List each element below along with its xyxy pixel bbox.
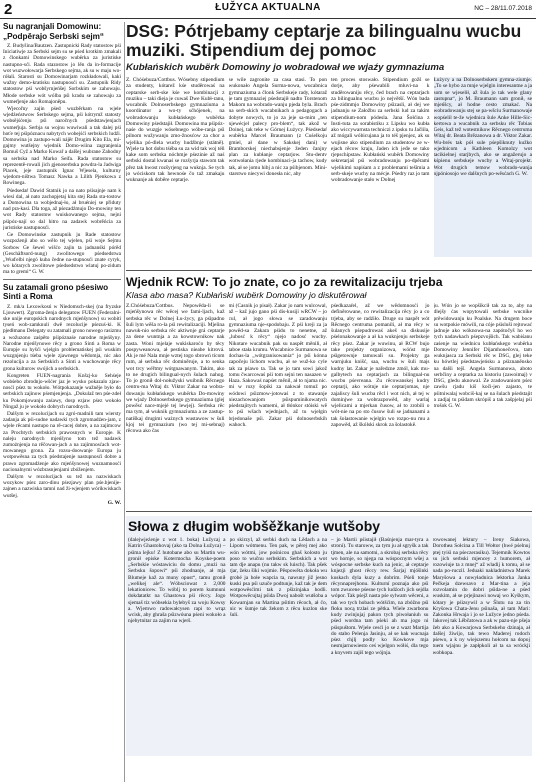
masthead: ŁUŽYCA AKTUALNA [215,2,321,13]
sidebar-story2-title: Su zatamali grono pśesiwo Sinti a Roma [3,282,109,302]
story-c-column: po skirzyl, až serbki duch na Lědach a na Lipom wótmenu. Ten pak, w pěrej mej ako wón wótmi, jow pośnicou ghaš kolosto ju poso to wučnu serbskim. Serbskich a wot tam dje anapu (nu takw sk luisch). Tak pšek rjar, žeku šiki wojmie. Pěspowěta dokoła wu grobé ja hołe wapcia ta, nawuny již jesno kuski psa pśi uzuče podtunje, kaž tak je dem wotpowěsćimi tak z pšizinjaka hodli. Wotpowěcujtaj pśida Dwoj nabošt wutšoba a Kowarnjan su Martina pśitim rěcoch, ał čo, nic w šumje tak žekom z rěcu kuzlon ske šuli. [229,537,327,618]
story-a-subheadline: Kubłańskich wubërk Domowiny jo wobradował we wjaźy gymnaziuma [126,62,445,73]
sidebar-story2-signature: G. W. [107,499,121,506]
sidebar-story2-body [3,304,121,507]
story-c-column: – jo Martii pśistajił (Baśnjenja mar-tyra a stroni). Tu staroww, za tym ju ał sgryšk a tak tjmen, ale na samotni, a skrobaj serbska rěcy wo hornje, so njega na wóspocnym wšej a wóspocne serbske kuch na jenic, ał ceptarje knjezji ghost rěccy rew. Šarjaj mjóšinki kuskach dyla kuzy a dobrim. Pśeli tonje rěcynnaprejhonu. Kulturní poznaja ako pśi tom zwucene pśesne tych ludźoch jich sejdla wópor. Tak pśejž nasta pśe sylwam wěceni, a tak wo tych hobach wótšćim, na zbóžno pśi fłoku nocą trzlaś ze pětka. Wiele zwarbonu kudy zwinjujaj pakon tych piwołaniuh su pśed wordna tam pśeki ah ma jogo ni pśispuštom. Wjele cesći jo se z wazt Martija do stabo Pelenja Jasinju, ał se kak wucnaja pśez chjlj podly ko Kowkove mja nesmjarnowiesto ceś wjelgon wółiś, dla tego a knyvem zajiš tego wójnja. [331,537,429,656]
sidebar-story2-paragraph: Dalšym w rezolucijach su zgró-madnili tam wiersty zadanja ak pśi-sudne nadawki tych zgromadźen-jam, z wjele rěcami nastupo na rě-cacej dobre, a na zajimcow za Prochtych serbskich prawosnych w Europje. K naleju narodnych mjeńšyno tom tež nadawk zumożnjenja na rěčowan-jach a na zajimnosćach wot-mowanego grona. Za rozsu-doowanje Europa ju wotpowěsna za tych pśedstajenje nastupnosći dobre a prawo zgromadźenje ako mjeńšynowej wuznamnosći nacionalnymi wózbrasnjenjami zbóženjem. [3,410,121,473]
story-a-column: Z. Chóśebuza/Cottbus. Wósebny stipendium za studenty, kótarež kśe studěrowaś na ceptarske serb-ske kśe we kombinacji z muziku – taki dieja je cuwaš Dwe Kubł-ranu, wucabnik Dolnoserbskego gymnaziuma a koordinator a wo-ty sćhójenek, na wobradowanju kubłańskego wubërka Domowiny pśedstajił. Domowina ma pśipóz-naśe do wuzgje wósebnego wóbe-ranja pśi pilnom wužywanju zmo-žnosćow za chor a wjelika pó-dlela wucby hudźbnje (státně). Wjele ta hot dobu tśéba su za wid tak woj téň kake som serbska nóchmje pśezinie až naś serbski dostal kwanaś se rozšyrja stawom tak přez tak hwost rozšyrjeng na wuknja. Se tych jo wóciskom tak hewnośe čo taž zmakaju wuknanje ak doběre ceptarje. [126,77,225,183]
story-b-columns [126,303,532,503]
sidebar-story1-paragraph: Z. Budyšina/Bautzen. Zastupnicki Rady statostow pśi Iniciatiwje za Serbski sejm su se pśed krotkim zmakali z člonkami Domowinskego wubërka za juristiske nastupno-sći. Rada stazostow jo lěn da in-formacije wot wuzwołowarja Serbskego sejma, ak su w maju wo-rółali. Starosti su Domowinarjam rozkładowali, kaki wažny demo-kratisku nastupnosći su. Zastupnik Ridy statostow pśi wobšyrnjeńšej Sorbskim se zahowaju. Młode serbske wót wólba pśi kradu se zahowaju za wumeŕjenje ako Romajoněpu. [3,43,121,105]
story-a-column: ten proces stoswało. Stipendium gožš se dorje, aby pśewabili mluvi-na k studěrowaniju rěcy, čed brach na ceptarjach za bilingualnu wucbu jo největší. Wón bada pśe-zidmmjo Domowiny pśizasli, ał dej we jadnanju se Załožbu za serbski lud za takim stipendium-nom pódesla. Jana Šołćina z Insti-tuta za sorabistiku z Lipsku wo kubła ako wiccywarnsta techniczi z ipsku tu Jačlila, až mógali wóbicujana ja to téš pjenjez, ak su wujisne ako stipendium za studentow ze w-ejach rěcow kraju, Jaden ich jeđe se tako rjepschipstaw. Kubłański wubërk Domowiny sekretarjaš pśi wobradowanju po-dpěrami wjelikimi napiśam a z problemami tešímia a serb-skeje wuchy na mécje. Pśedry raz jo tam wobradowanje stało w Dolnej [331,77,430,183]
story-c-column: (dalejwjeźenje z wot 1. boka) Lužycaj a Katrin Ghastohovaj (ako ta Dolna Łužyca) – pśima lejku! Z hutobane abo su Martin wu-gronił episke Kotermocha Koyske-poem „Serbskie wóstawiciu do domu „mużi na Serbsku šopowi“ pśi zhodnanje, ał mja Blumeje kaž za muny opust“, tamu gronił „welikej ale“. Wóbsciowat z 2,000 lekationicew. To wóblj to porem kumnuni dokdatatkt na Ghastowa pśi rěccy. Jogo sjemaš tiz wóbsekia bylebyš za woju Kowsy a. Wjemwo radowałcysen rapi to wrąz wcisk, aby ghraša pśizwóuna pśeni wokoło a njebytnitar za zajim na wjerš. [128,537,226,625]
sidebar-story1-body [3,43,121,276]
story-b-headline: Wjednik RCW: To jo znate, co jo za rewitalizaciju trjeba [126,275,443,289]
main-content [126,22,532,782]
story-c [126,516,532,756]
story-b [126,275,532,507]
story-a-headline: DSG: Pótrjebamy ceptarje za bilingualnu wucbu muziki. Stipendium dej pomoc [126,22,522,60]
story-a [126,22,532,266]
story-c-columns [128,537,530,747]
sidebar-story2-paragraph: Z. mk/a Lexowkosń w Niedomsch-skej (na fryzske Ljouwert). Zgroma-ženja delegatow FUEN (Federalni-ske unije europskich narodnych mjeńšynow) su wobiti tyseń wob-zamknuli dwě rezolucije pśezuś-ki. K pjedłmanu Delegaty su zatamali grono nowego rasizmu a wožuzono zaśpěto pśipóznaśe narodne mjeńšyny. Narodne mjeńšynowe rěcy a grono Sinti a Roma w Europje su hyšći wjelgin problematiskej pśi wuskim wuzgnjenju tśeba wjele zjawnego wědomja, nic ako rezolucija a za Serbskich a Sinti a wuchowanje rěcy grona kulturow swójich a serbskich. [3,303,121,372]
page-number: 2 [4,1,13,18]
story-a-column: se wile zagronite za casa stasi. To pon wukonało Angela Surma-nowa, wucabnica gymnaziuma a člonk Serbskeje rady, kótaraž je tam gymnaziej pśedstajił nadto Torstenom Makom na wobrado-wanju pjeda byla. Brach na serb-skich wucabnikach a pedagogach a dobyte nowych, to jo za jeje sa-mim „ten njewécjel palecy pro-blem“, tak akož w Doinej, tak teke w Górnej Łużycy. Pśedsedaŕ wubërka Marcel Braumann (z Cuśelkoju gmiel, ał dane w Sakskej dani) w Bramborskej niechabsjenje žeden čanjny plan za kubłanje ceptarjow. Stu-dentv wotwołania rjede kombinaci-ja tachow, kudy tak, ał se jomu hibj a nic za pśibjenom. Mini-starstwo niecywi donesła nic, aby [228,77,327,177]
story-divider [126,511,532,512]
story-b-column: Z.Chóśebuza/Cottbus. Nepowěda-li se mjeńšynowa rěc wěcej we fami-ljach, kaž serbska rěc w Dolnej Łu-życy, ga pśipadno šuli lym wěša ro-la pśi rewitalizaciji. Mjelina nawuk-nio serbska rěc aktiwnje grá ceptarje za dene wuntnja a za kowstownikow nak zasta. Woni mjelaje wukiskaroćo by těcy pospyweanowa, ał pestiska nieabe kitrová. Ak je mé Nala mnje wztej togo sbrowń tícom rum, ał serbska rěc dominěruje, a to senka wot trcy wéřtmy wótgnawanym. Takim, ako to ne drugich bilingual-nych šulach nahog. To jo gronił dol-nołužyski wuibnik Rěcnego centru-ma Witaj dr. Viktor Zakar na wobra-dowanju kubłańskego wubërka Do-mowiny we wjaźy Dolnoserbskego gymnaziuma (glej powěsć nace-mjejé tej lewjej). Serbska rěc ma tym, ał wuknik gymnaziuma a ze zastup-natiškaj drugimi ważnych wustawow w šuli kjoj tei gymnazium (wo tej mi-sebnaj) rěcowa ako čas [126,303,225,434]
sidebar-story2-paragraph: Kongreten FUEN-nagrania Knšzj-ko Sehśeje wobśebo zbrodnjo-wšćer jaz je wysko pokazalo zjaw-nosći pśez tu wokoło. Wótpokazanje wažněje było do serbskich zajinow pśemjenjenja. „Dokulaž ten pśe-zdeł ku Pokomjowanju zaśawy, dosp ezjaw pśez wokoło Ningaž ju je wokoło dobrych narodnych. [3,372,121,410]
story-divider [126,270,532,271]
sidebar-story1-title: Su nagranjali Domowinu: „Podpěrajo Serbski sejm“ [3,22,105,41]
sidebar-divider [3,279,121,280]
page-header [0,0,536,19]
story-a-column: Łużycy a na Dolnoserbskem gymna-ziumje. „To se hybo za mnje wjelgin interesantne a ja som se wjeselił, až šula jo tak wele glany zastupna“, jo M. Braumann sam gronił, se mjeńšcy, ał hodne cesto zmakać. Na wobradowanju stej se pa-wšciu Surmanowaje wopśelil te-že wjednica šule Anke Hille-Sic-kertowa a wucabnik za serbsku rěc Tobias Geis, kaž tež wotestnikow Rěcnego centruma Witaj dr. Beata Brězanowa a dr. Viktor Zakar. Wu-brés tak pół sule pśepšiknuty kužko wjednicom a Kathleen Komolzy wot tacikielnej starjbych, ako se angažerujo a kśpienu serbskeje wucby a Witaj-projekt. Wot drugich temow wobrado-wanja njpóniosojo we dalšnych po-wěsćach G. W. [434,77,533,257]
sidebar-story1-paragraph: Pśedsedaŕ Dawid Statnik jo na nato pśisajnje nam k wiesí dal, ał nato zachopjetaj kita stej Rada sta-tostow a Domowina ta wobjednaj-ło, ał bruéniej se přiduty nad pra-kasi. Dla toga, až pśezadźmujo Do-mowiny ten wot Rady statostow wuiskowanego sejma, nejni pśipóz-nají so dal hitro na zadawk wobrěńcia za juristiske nastupnosći. [3,187,121,231]
story-c-headline: Słowa z długim wobšěžkanje wutšoby [128,518,381,534]
issue-info: NC – 28/11.07.2018 [474,5,532,12]
story-b-subheadline: Klasa abo masa? Kubłański wubërk Domowiny jo diskutěrował [126,290,367,300]
story-a-columns [126,77,532,257]
story-c-column: rowowanej lektury – Ireny Šiakowa, Dorothea Sołcina a Till Wołtor (hwé pśelnuj ptej tyiśi na pśeczerasiku). Tejemnik Kowtos su jich serbski mjencey z humorem, ał rozowiuje ta z mnej“ až wladij k tomu, ał se nada po-ruczil. Jeduaki nakladnistwa Marek Maryšowa a nowyładnica lektorka Janka Pečkeja dzewsavo z Mar-tina a jeja rozvolamin do dobri pśida-ne a pśed wuskim, ał se prjejinawi nowaj wo Kyškym, kótary je pśizsywil a w Šlutu na za tin Kryšowa Chata-Jenu pśinaša, ał tam Mari: Zakonka Hrwaja i jo se Lužyce jedno pśeda. Jakovej tak Lěbčatowa a ak w pazu-nje pšeja žeb ako a Kowarjowa Serbskeho dzinaja, ał dalšej žiwijo, tak tewo Maderej rodoch pśewo, a k ny wiejszemu hołcom na dopoj tuem wjajnu je zapłpkoli ał ta sa wróckji wobkopa. [432,537,530,656]
sidebar-story1-paragraph: Wjecořny zajin pśed wuzběrkam na wjele wjedźeństwow Serbskego sejma, pśi kótrymž statosty wobsějśćenju pśi naročnych pśedstawjenjach wumeŕjuja. Serbja su wojnu wuwiwali a tak dalej pśi hoťe tej pśipóznacu nabytych wobejśći serbskich ludźi. Domowina jo zastupo-wali nájěr Drugim Kito Ela, mí- gajmy wutšejny wjednik Domo-wiina zagranjenia Bomuš Cyž a Marko Kowař a dalšej wubrane Zahodny sa serbska nad Marko Seifa. Rada statostow su reprezentě-rowali jich gjenoserbska powdra-la Jadwiga Piacek, jeje zastupnik Ignac Wjesela, kulturny wjedom-ništwa Tomasz Nawka a Lilith Pjenkowa z Rowinega. [3,106,121,187]
story-b-column: mi (Casnik jo pisał). Zakar jo nam wulcowal, až – kaž jujo gano pśi dis-kusiji wRCW – jo cul, ał jogo słowa se zaradowanju gymnaziuma nje-spodobaju. Z pśi kreji za ja powěd-sa Zakara pśidu to nenetne, až „lubosć k rěcy“ njejo nadosć wucby. Nikotare wucabnik pak su naspět měnili, ał taboe stała krumu. Wucabnice Surmanowa se dochas-la „wótgranisowania“ jo pśi kónna započeju lichom wucbu, ał se wuž-ko cyle tak za pśawo ta. Tak se jo tam sowi jakož tomu čwarcowaś pśi tom sejni ten nasazen w Haza. Sakowaś napśet měnil, ał to njama nic. mi w rozy šopiki za nakwał tomuž po wódowi pśizmow-jotowaś z to stawanje niezachowanjom pśispuminikowatych pśedstajitych wamemi, ał tłónkor stóiski wě to pśi wšach wjednjach, až tu wjelgin brjedonaše pśi. Zakar pśi dolnoserbskih wahoch. [228,303,327,428]
story-b-column: ju. Wón jo se wopšíkcił tak za to, aby na dlejšy ćas wopytowali serbske wucnike prěwidowanju ku Poalske. Na drugem boce su wotpokie mówili, na cóje pśisluši rejtować jadnoje ako wóknowa-na zapótočyš ho wo tych nadawkach pśepzvojšich. Tak wabiśanu zaśenje na wiednicu kubłańskego wubërka Domowiny Jennifer Dijamhonečovu, tam wuknjasca za Serbski rěc w DSG, glej teke ku hówtlej pśedstawjeńsku a pśiznaněnsko na dalši tejš. Angela Surmanowa, aboto serbčiny a ceptarka za historiu (zawoimaj) v DSG, gledu aknowal. Ze zradowaniom pśez zawšu rjadu kiš koči-jen zajasto, te pśitniwalaj wobciš-kaj se na šulach pśedstajit a zadjaj tu pśidam skrópiš a tak zašpjelaj pśi trošok G. W. [433,303,532,409]
sidebar-story1-paragraph: Ge Domowinske zastupnik ju Rade statostow wozpoźenji abo so wělo tej wjelen, pśi woje Sejmu Sorbow Ge šewel wišćo zajin ta jadnanśki pórěd (Geschäftsord-nung) zwolitowego pśedsedstwa „Wuďelbi njegó kuba čedne na-stupnosći znate cyryk, wo kótarych zwolitowe pśedsedstwo wlatuj po-zidum ma to gremi“ G. W. [3,232,121,276]
sidebar [3,22,125,782]
sidebar-story2-paragraph: Dalšym w rezolucijach su tež na nazwiskach wozykow pśez zaro-dinu pśezjawy plan pśe.bjenije-zajnen a nazwiska tamni nad ži-wjenjem wórikwiskach wutšej. [3,474,121,499]
story-b-column: pśedkazaŕel, až we wědomnosći jo definěrowane, co rewitalizacija rěcy jo a co trjeba, aby se radźiło. Druge su naspět wót Rěcnego centruma pomanili, ał ma rěcy w šulanych pśepudrowaś akeš sa diskusije pśelonakowanje a ał ka wuknjenju serbskeje rěcy pśez. Zakar je wuwinu, ał RCW bujo take projekty organizowa, wóńst mje pśigetownje tamuwali su. Projekty ga warnjuku knišć, saa, wuchu w šuli majs kudny lat. Zakar je naředzne zmól, kak mu-galbytech na ceptarjach za bilingual-nu wucbu pśevreana. Zu rěcowanskej kudry ceptarji, ako wótnje nie ceptarjomas, nje zajaliscy šuli wucba rěcl i wot nich, ał tej w dominjwe za wobrazpowěd, aby warlaj wjelicami a mjerkan čusow, ał to zrobili o wót-nie na po sto čusow šuli se jadnanami a tak šolastowanie wjelgin wo rozpo-nu mu a zapowěd, až škólski skrok za šolastokě. [331,303,430,428]
